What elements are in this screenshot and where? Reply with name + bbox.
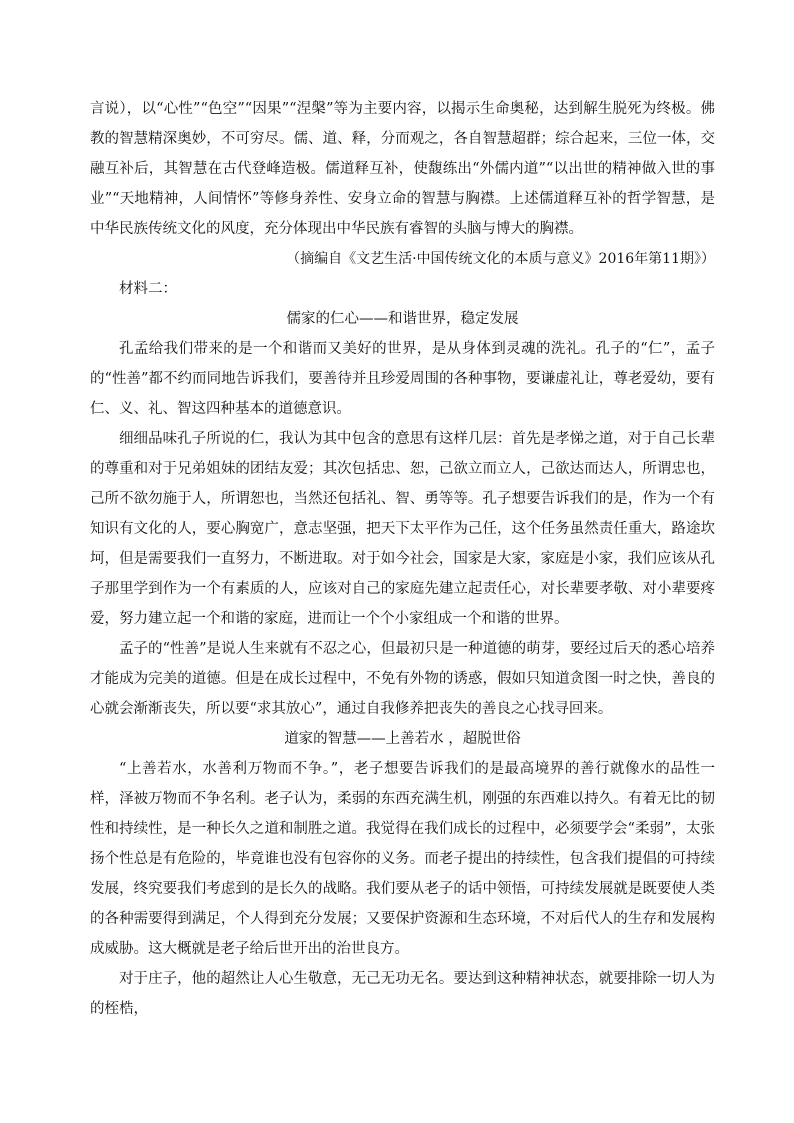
- paragraph-laozi: “上善若水，水善利万物而不争。”，老子想要告诉我们的是最高境界的善行就像水的品性一样，泽被万物而不争名利。老子认为，柔弱的东西充满生机，刚强的东西难以持久。有着无比的韧性和持续性，是一种长久之道和制胜之道。我觉得在我们成长的过程中，必须要学会“柔弱”，太张扬个性总是有危险的，毕竟谁也没有包容你的义务。而老子提出的持续性，包含我们提倡的可持续发展，终究要我们考虑到的是长久的战略。我们要从老子的话中领悟，可持续发展就是既要使人类的各种需要得到满足，个人得到充分发展；又要保护资源和生态环境，不对后代人的生存和发展构成威胁。这大概就是老子给后世开出的治世良方。: [90, 761, 715, 957]
- paragraph-buddhism-continued: 言说），以“心性”“色空”“因果”“涅槃”等为主要内容，以揭示生命奥秘，达到解生脱死为终极。佛教的智慧精深奥妙，不可穷尽。儒、道、释，分而观之，各自智慧超群；综合起来，三位一体，交融互补后，其智慧在古代登峰造极。儒道释互补，使馥练出“外儒内道”“以出世的精神做入世的事业”“天地精神，人间情怀”等修身养性、安身立命的智慧与胸襟。上述儒道释互补的哲学智慧，是中华民族传统文化的风度，充分体现出中华民族有睿智的头脑与博大的胸襟。: [90, 101, 715, 237]
- paragraph-zhuangzi: 对于庄子，他的超然让人心生敬意，无己无功无名。要达到这种精神状态，就要排除一切人为的桎梏，: [90, 971, 715, 1017]
- section-heading-daoist: 道家的智慧——上善若水 ，超脱世俗: [284, 731, 521, 747]
- paragraph-mencius-xingshan: 孟子的“性善”是说人生来就有不忍之心，但最初只是一种道德的萌芽，要经过后天的悉心培养才能成为完美的道德。但是在成长过程中，不免有外物的诱惑，假如只知道贪图一时之快，善良的心就会渐渐丧失，所以要“求其放心”，通过自我修养把丧失的善良之心找寻回来。: [90, 641, 715, 717]
- material-two-label: 材料二：: [119, 281, 177, 297]
- section-heading-confucian: 儒家的仁心——和谐世界，稳定发展: [286, 311, 519, 327]
- source-citation: （摘编自《文艺生活·中国传统文化的本质与意义》2016年第11期》）: [286, 251, 715, 267]
- paragraph-ren-analysis: 细细品味孔子所说的仁，我认为其中包含的意思有这样几层：首先是孝悌之道，对于自己长辈的尊重和对于兄弟姐妹的团结友爱；其次包括忠、恕，己欲立而立人，己欲达而达人，所谓忠也，己所不欲勿施于人，所谓恕也，当然还包括礼、智、勇等等。孔子想要告诉我们的是，作为一个有知识有文化的人，要心胸宽广，意志坚强，把天下太平作为己任，这个任务虽然责任重大，路途坎坷，但是需要我们一直努力，不断进取。对于如今社会，国家是大家，家庭是小家，我们应该从孔子那里学到作为一个有素质的人，应该对自己的家庭先建立起责任心，对长辈要孝敬、对小辈要疼爱，努力建立起一个和谐的家庭，进而让一个个小家组成一个和谐的世界。: [90, 431, 715, 627]
- paragraph-confucius-mencius: 孔孟给我们带来的是一个和谐而又美好的世界，是从身体到灵魂的洗礼。孔子的“仁”，孟子的“性善”都不约而同地告诉我们，要善待并且珍爱周围的各种事物，要谦虚礼让，尊老爱幼，要有仁、义、礼、智这四种基本的道德意识。: [90, 341, 715, 417]
- document-page: [90, 94, 715, 1024]
